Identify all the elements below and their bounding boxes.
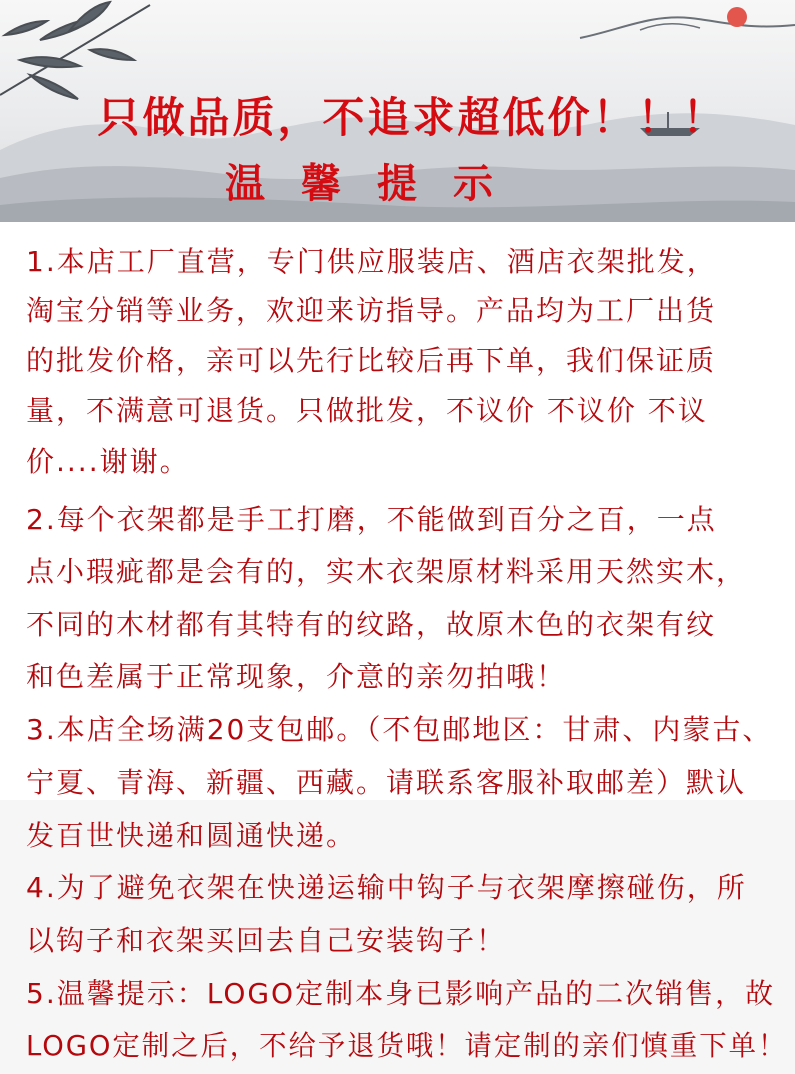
notice-line: 1.本店工厂直营，专门供应服装店、酒店衣架批发， — [26, 245, 717, 278]
notice-line: LOGO定制之后，不给予退货哦！请定制的亲们慎重下单！ — [26, 1029, 788, 1062]
notice-line: 4.为了避免衣架在快递运输中钩子与衣架摩擦碰伤，所 — [26, 871, 747, 904]
notice-line: 和色差属于正常现象，介意的亲勿拍哦！ — [26, 660, 567, 693]
notice-line: 不同的木材都有其特有的纹路，故原木色的衣架有纹 — [26, 608, 717, 641]
notice-line: 发百世快递和圆通快递。 — [26, 819, 357, 852]
notice-line: 3.本店全场满20支包邮。（不包邮地区：甘肃、内蒙古、 — [26, 713, 773, 746]
page-title: 温馨提示 — [225, 160, 529, 207]
ink-landscape-banner — [0, 0, 795, 222]
notice-line: 淘宝分销等业务，欢迎来访指导。产品均为工厂出货 — [26, 294, 717, 327]
notice-line: 以钩子和衣架买回去自己安装钩子！ — [26, 924, 507, 957]
notice-line: 价....谢谢。 — [26, 445, 190, 478]
notice-line: 2.每个衣架都是手工打磨，不能做到百分之百，一点 — [26, 503, 717, 536]
notice-line: 量，不满意可退货。只做批发，不议价 不议价 不议 — [26, 394, 708, 427]
notice-line: 5.温馨提示：LOGO定制本身已影响产品的二次销售，故 — [26, 977, 776, 1010]
headline: 只做品质，不追求超低价！！！ — [97, 93, 728, 142]
notice-line: 点小瑕疵都是会有的，实木衣架原材料采用天然实木， — [26, 555, 747, 588]
notice-line: 宁夏、青海、新疆、西藏。请联系客服补取邮差）默认 — [26, 766, 747, 799]
notice-line: 的批发价格，亲可以先行比较后再下单，我们保证质 — [26, 344, 717, 377]
notice-body — [0, 222, 795, 1074]
